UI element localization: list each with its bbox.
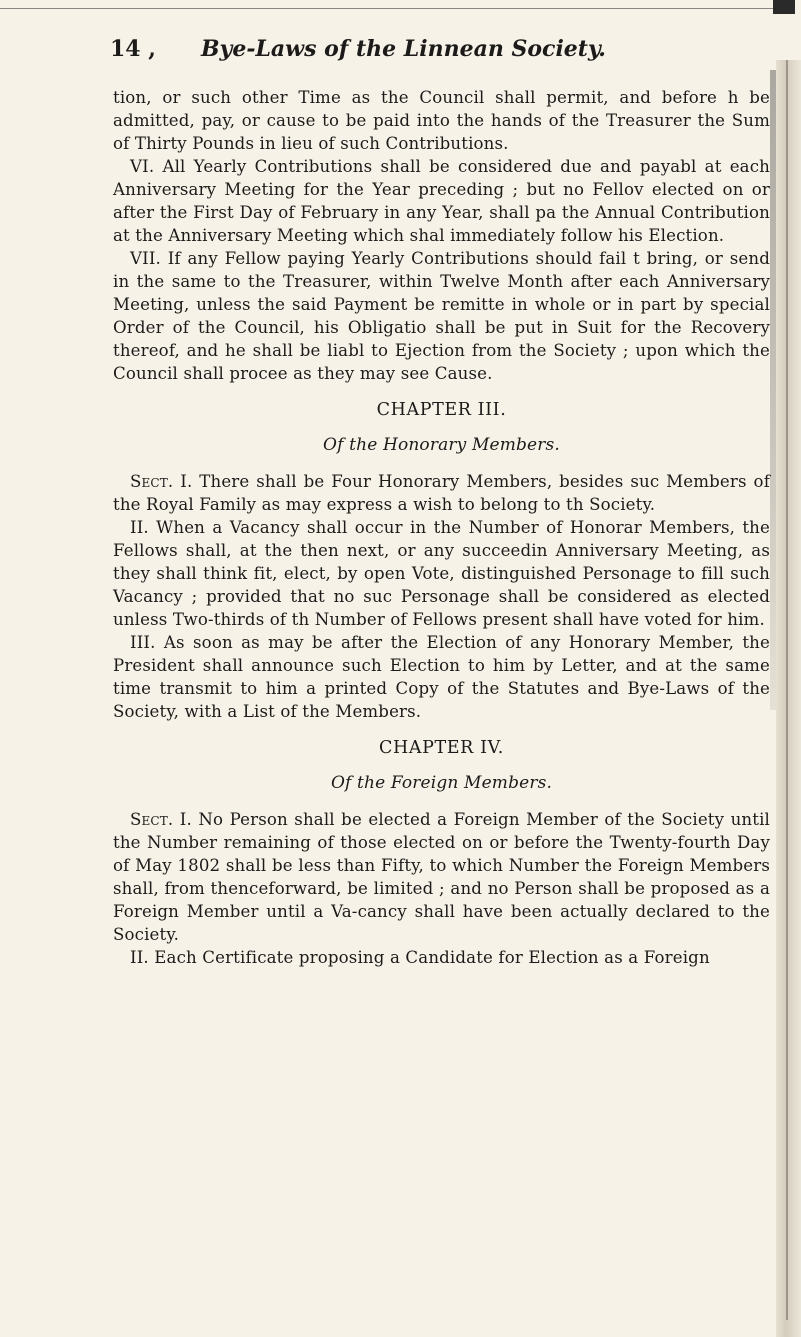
paragraph-section-vii: VII. If any Fellow paying Yearly Contributions should fail t bring, or send in the same to the Treasurer, within Twelve Month after each Anniversary Meeting, unless the said Payment be remitte in whole or in part by special Order of the Council, his Obligatio shall be put in Suit for the Recovery thereof, and he shall be liabl to Ejection from the Society ; upon which the Council shall procee as they may see Cause. [113, 249, 770, 383]
running-head: Bye-Laws of the Linnean Society. [200, 36, 606, 62]
paragraph-ch3-sect-3: III. As soon as may be after the Election of any Honorary Member, the President shall announce such Election to him by Letter, and at the same time transmit to him a printed Copy of the Statutes and Bye-Laws of the Society, with a List of the Members. [113, 633, 770, 721]
page-header [110, 34, 670, 64]
spacer [113, 760, 770, 772]
page-edge-line [786, 60, 788, 1320]
section-lead: Sect. I. [130, 810, 192, 829]
top-rule [0, 8, 790, 9]
paragraph-continuation: tion, or such other Time as the Council shall permit, and before h be admitted, pay, or cause to be paid into the hands of the Treasurer the Sum of Thirty Pounds in lieu of such Contributions. [113, 88, 770, 153]
spacer [113, 385, 770, 399]
spacer [113, 795, 770, 808]
paragraph-ch3-sect-2: II. When a Vacancy shall occur in the Number of Honorar Members, the Fellows shall, at the then next, or any succeedin Anniversary Meeting, as they shall think fit, elect, by open Vote, distinguished Personage to fill such Vacancy ; provided that no suc Personage shall be considered as elected unless Two-thirds of th Number of Fellows present shall have voted for him. [113, 518, 770, 629]
chapter-4-title: CHAPTER IV. [379, 738, 504, 758]
spacer [113, 723, 770, 737]
spacer [113, 422, 770, 434]
chapter-3-subtitle: Of the Honorary Members. [323, 435, 560, 455]
page-edge [776, 60, 801, 1337]
page-number: 14 , [110, 36, 156, 62]
section-lead: Sect. I. [130, 472, 193, 491]
section-text: No Person shall be elected a Foreign Member of the Society until the Number remaining of those elected on or before the Twenty-fourth Day of May 1802 shall be less than Fifty, to which Number the Foreign Members shall, from thenceforward, be limited ; and no Person shall be proposed as a Foreign Member until a Va-cancy shall have been actually declared to the Society. [113, 810, 770, 944]
paragraph-ch3-sect-1 [113, 470, 770, 516]
section-text: There shall be Four Honorary Members, besides suc Members of the Royal Family as may express a wish to belong to th Society. [113, 472, 770, 514]
paragraph-section-vi: VI. All Yearly Contributions shall be considered due and payabl at each Anniversary Meeting for the Year preceding ; but no Fellov elected on or after the First Day of February in any Year, shall pa the Annual Contribution at the Anniversary Meeting which shal immediately follow his Election. [113, 157, 770, 245]
chapter-3-title: CHAPTER III. [376, 400, 507, 420]
paragraph-ch4-sect-2: II. Each Certificate proposing a Candidate for Election as a Foreign [130, 948, 710, 967]
spacer [113, 457, 770, 470]
body-text [113, 86, 770, 969]
corner-mark [773, 0, 795, 14]
paragraph-ch4-sect-1 [113, 808, 770, 946]
chapter-4-subtitle: Of the Foreign Members. [330, 773, 553, 793]
